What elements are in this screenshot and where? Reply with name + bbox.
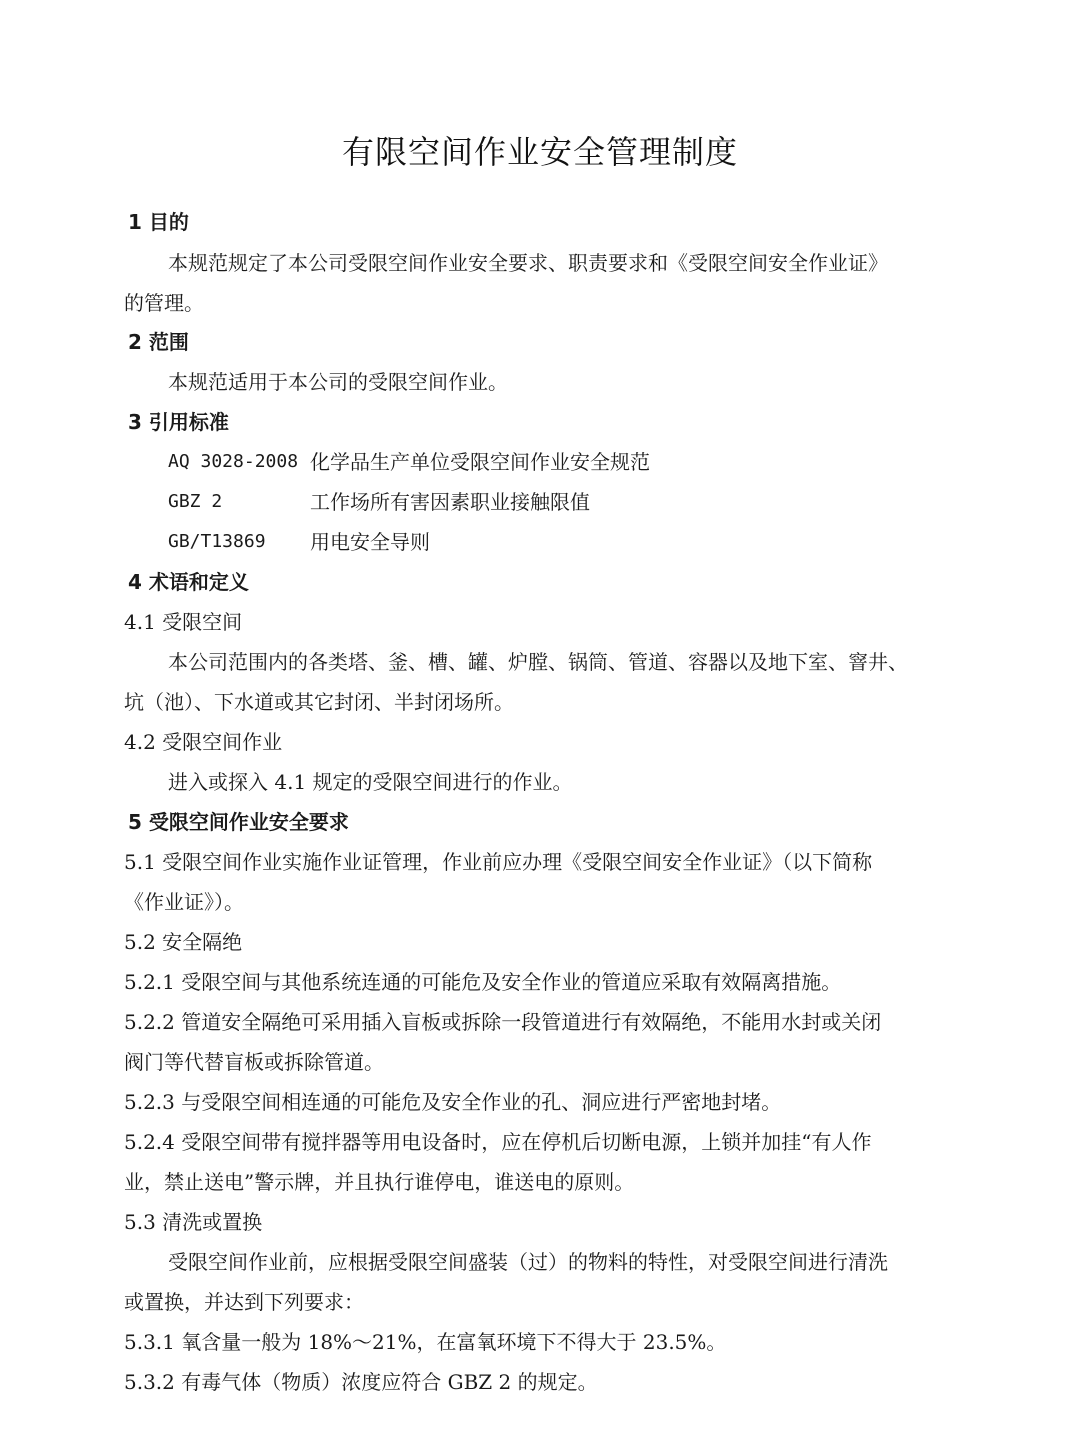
requirement-5-1-line-1: 5.1 受限空间作业实施作业证管理，作业前应办理《受限空间安全作业证》（以下简称	[124, 850, 873, 874]
section-5-heading: 5 受限空间作业安全要求	[128, 810, 349, 834]
requirement-5-2-4-line-2: 业，禁止送电”警示牌，并且执行谁停电，谁送电的原则。	[124, 1170, 635, 1194]
requirement-5-3-2: 5.3.2 有毒气体（物质）浓度应符合 GBZ 2 的规定。	[124, 1370, 598, 1394]
requirement-5-3-line-2: 或置换，并达到下列要求：	[124, 1290, 364, 1314]
requirement-5-2-2-line-1: 5.2.2 管道安全隔绝可采用插入盲板或拆除一段管道进行有效隔绝，不能用水封或关闭	[124, 1010, 882, 1034]
standard-row	[168, 442, 968, 482]
section-4-heading: 4 术语和定义	[128, 570, 249, 594]
document-title: 有限空间作业安全管理制度	[341, 133, 738, 171]
standard-code: GB/T13869	[168, 531, 266, 552]
standard-name: 工作场所有害因素职业接触限值	[310, 490, 590, 514]
section-3-heading: 3 引用标准	[128, 410, 229, 434]
standard-name: 化学品生产单位受限空间作业安全规范	[310, 450, 650, 474]
standard-row	[168, 522, 968, 562]
standard-code: AQ 3028-2008	[168, 451, 299, 472]
section-2-heading: 2 范围	[128, 330, 189, 354]
section-1-paragraph-line-1: 本规范规定了本公司受限空间作业安全要求、职责要求和《受限空间安全作业证》	[168, 251, 888, 275]
definition-4-2-line-1: 进入或探入 4.1 规定的受限空间进行的作业。	[168, 770, 573, 794]
standard-code: GBZ 2	[168, 491, 223, 512]
standard-row	[168, 482, 968, 522]
requirement-5-2-1: 5.2.1 受限空间与其他系统连通的可能危及安全作业的管道应采取有效隔离措施。	[124, 970, 842, 994]
section-2-paragraph: 本规范适用于本公司的受限空间作业。	[168, 370, 508, 394]
requirement-5-3-title: 5.3 清洗或置换	[124, 1210, 263, 1234]
requirement-5-2-4-line-1: 5.2.4 受限空间带有搅拌器等用电设备时，应在停机后切断电源，上锁并加挂“有人作	[124, 1130, 872, 1154]
definition-4-1-title: 4.1 受限空间	[124, 610, 243, 634]
requirement-5-2-title: 5.2 安全隔绝	[124, 930, 243, 954]
requirement-5-3-1: 5.3.1 氧含量一般为 18%～21%，在富氧环境下不得大于 23.5%。	[124, 1330, 727, 1354]
standard-name: 用电安全导则	[310, 530, 430, 554]
definition-4-1-line-1: 本公司范围内的各类塔、釜、槽、罐、炉膛、锅筒、管道、容器以及地下室、窨井、	[168, 650, 908, 674]
section-1-paragraph-line-2: 的管理。	[124, 291, 204, 315]
requirement-5-1-line-2: 《作业证》）。	[124, 890, 244, 914]
definition-4-1-line-2: 坑（池）、下水道或其它封闭、半封闭场所。	[124, 690, 514, 714]
requirement-5-2-3: 5.2.3 与受限空间相连通的可能危及安全作业的孔、洞应进行严密地封堵。	[124, 1090, 782, 1114]
section-1-heading: 1 目的	[128, 210, 189, 234]
requirement-5-2-2-line-2: 阀门等代替盲板或拆除管道。	[124, 1050, 384, 1074]
requirement-5-3-line-1: 受限空间作业前，应根据受限空间盛装（过）的物料的特性，对受限空间进行清洗	[168, 1250, 888, 1274]
definition-4-2-title: 4.2 受限空间作业	[124, 730, 283, 754]
